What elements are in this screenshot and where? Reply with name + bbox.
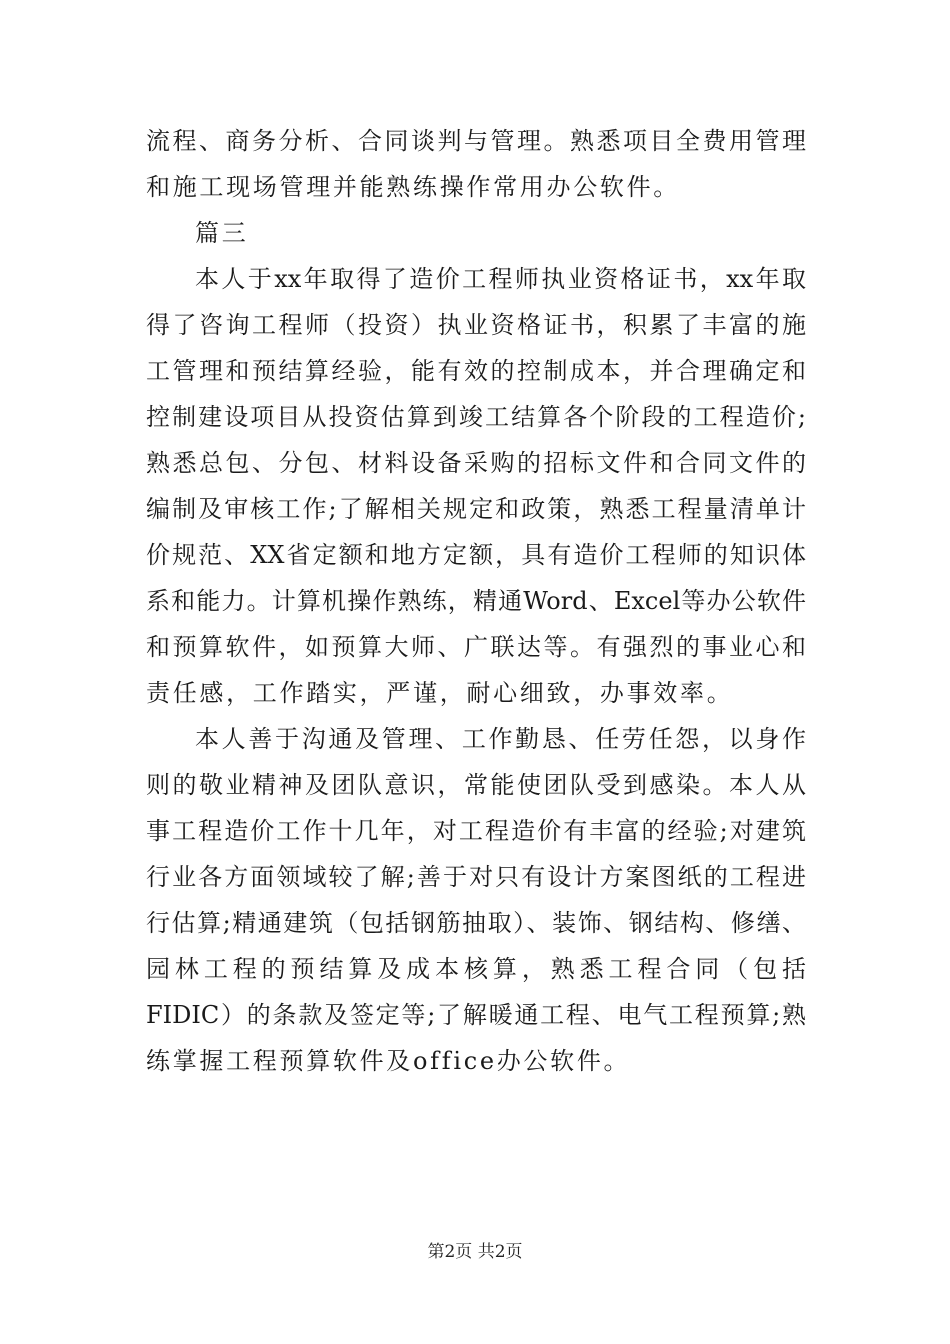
- text-line-12: 和预算软件，如预算大师、广联达等。有强烈的事业心和: [146, 633, 806, 661]
- text-line-1: 流程、商务分析、合同谈判与管理。熟悉项目全费用管理: [146, 127, 806, 155]
- text-line-13: 责任感，工作踏实，严谨，耐心细致，办事效率。: [146, 679, 734, 707]
- text-line-8: 熟悉总包、分包、材料设备采购的招标文件和合同文件的: [146, 449, 806, 477]
- text-line-20: FIDIC）的条款及签定等;了解暖通工程、电气工程预算;熟: [146, 1001, 806, 1029]
- text-line-11: 系和能力。计算机操作熟练，精通Word、Excel等办公软件: [146, 587, 806, 615]
- text-line-5: 得了咨询工程师（投资）执业资格证书，积累了丰富的施: [146, 311, 806, 339]
- text-line-4: 本人于xx年取得了造价工程师执业资格证书，xx年取: [195, 265, 806, 293]
- text-line-17: 行业各方面领域较了解;善于对只有设计方案图纸的工程进: [146, 863, 806, 891]
- section-heading: 篇三: [195, 219, 249, 247]
- text-line-14: 本人善于沟通及管理、工作勤恳、任劳任怨，以身作: [195, 725, 806, 753]
- page-footer: 第2页 共2页: [427, 1242, 523, 1262]
- text-line-7: 控制建设项目从投资估算到竣工结算各个阶段的工程造价;: [146, 403, 806, 431]
- text-line-21: 练掌握工程预算软件及office办公软件。: [146, 1047, 631, 1075]
- text-line-15: 则的敬业精神及团队意识，常能使团队受到感染。本人从: [146, 771, 806, 799]
- text-line-19: 园林工程的预结算及成本核算，熟悉工程合同（包括: [146, 955, 806, 983]
- text-line-6: 工管理和预结算经验，能有效的控制成本，并合理确定和: [146, 357, 806, 385]
- text-line-10: 价规范、XX省定额和地方定额，具有造价工程师的知识体: [146, 541, 806, 569]
- text-line-9: 编制及审核工作;了解相关规定和政策，熟悉工程量清单计: [146, 495, 806, 523]
- text-line-16: 事工程造价工作十几年，对工程造价有丰富的经验;对建筑: [146, 817, 806, 845]
- text-line-2: 和施工现场管理并能熟练操作常用办公软件。: [146, 173, 680, 201]
- text-line-18: 行估算;精通建筑（包括钢筋抽取）、装饰、钢结构、修缮、: [146, 909, 806, 937]
